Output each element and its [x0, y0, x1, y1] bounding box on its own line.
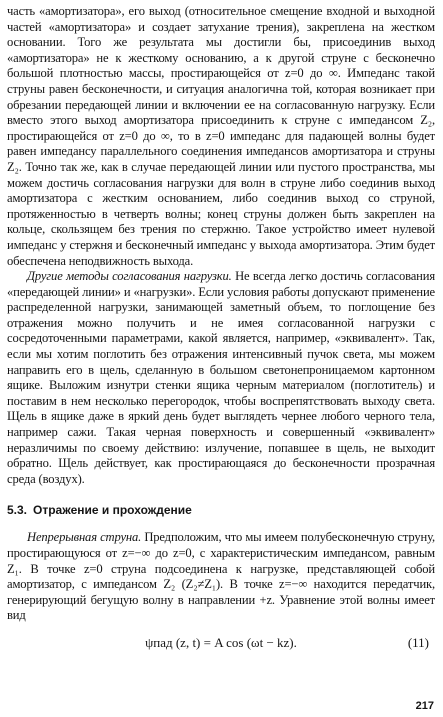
- paragraph-other-methods: [7, 269, 435, 487]
- page-number: 217: [415, 700, 434, 712]
- section-number: 5.3.: [7, 503, 28, 518]
- equation-number: (11): [407, 634, 429, 650]
- paragraph-body: Не всегда легко достичь согласования «передающей линии» и «нагрузки». Если условия работы допускают применение распределенной нагрузки, занимающей заметный объем, то поглощение без отражения можно получить и не имея согласованной нагрузки с сосредоточенными параметрами, какой является, например, «эквивалент». Так, если мы хотим поглотить без отражения интенсивный пучок света, мы можем направить его в щель, сделанную в большом светонепроницаемом картонном ящике. Выложим изнутри стенки ящика черным материалом (поглотитель) и поставим в нем несколько перегородок, чтобы воспрепятствовать выходу света. Щель в ящике даже в яркий день будет выглядеть чернее любого черного тела, например сажи. Такая черная поверхность и совершенный «эквивалент» неразличимы по своему действию: излучение, попавшее в щель, не выходит обратно. Щель действует, как простирающаяся до бесконечности прозрачная среда (воздух).: [7, 269, 435, 486]
- section-title: Отражение и прохождение: [33, 503, 192, 518]
- section-heading: [7, 503, 435, 517]
- equation: [7, 634, 435, 652]
- paragraph-shock-absorber: часть «амортизатора», его выход (относительное смещение входной и выходной частей «амортизатора» и создает затухание трения), закреплена на жестком основании. Того же результата мы достигли бы, присоединив выход «амортизатора» не к жесткому основанию, а к другой струне с бесконечно большой плотностью массы, простирающейся от z=0 до ∞. Импеданс такой струны равен бесконечности, и ситуация аналогична той, которая возникает при обрезании передающей линии и включении ее на согласованную нагрузку. Если вместо этого выход амортизатора присоединить к струне с импедансом Z₂, простирающейся от z=0 до ∞, то в z=0 импеданс для падающей волны будет равен импедансу параллельного соединения импедансов амортизатора и струны Z₂. Точно так же, как в случае передающей линии или пустого пространства, мы можем достичь согласования нагрузки для волн в струне либо соединив выход амортизатора с жестким основанием, либо соединив выход со струной, протяженностью в четверть волны; конец струны должен быть закреплен на кольце, скользящем без трения по стержню. Такое устройство имеет нулевой импеданс у стержня и бесконечный импеданс у выхода амортизатора. Этим будет обеспечена неподвижность выхода.: [7, 4, 435, 268]
- paragraph-continuous-string: [7, 530, 435, 624]
- paragraph-lead-italic: Другие методы согласования нагрузки.: [27, 269, 232, 284]
- paragraph-body: Предположим, что мы имеем полубесконечную струну, простирающуюся от z=−∞ до z=0, с характеристическим импедансом, равным Z₁. В точке z=0 струна подсоединена к нагрузке, представляющей собой амортизатор, с импедансом Z₂ (Z₂≠Z₁). В точке z=−∞ находится передатчик, генерирующий бегущую волну в направлении +z. Уравнение этой волны имеет вид: [7, 530, 435, 623]
- book-page: [7, 4, 435, 652]
- paragraph-lead-italic: Непрерывная струна.: [27, 530, 142, 545]
- equation-text: ψпад (z, t) = A cos (ωt − kz).: [145, 634, 297, 650]
